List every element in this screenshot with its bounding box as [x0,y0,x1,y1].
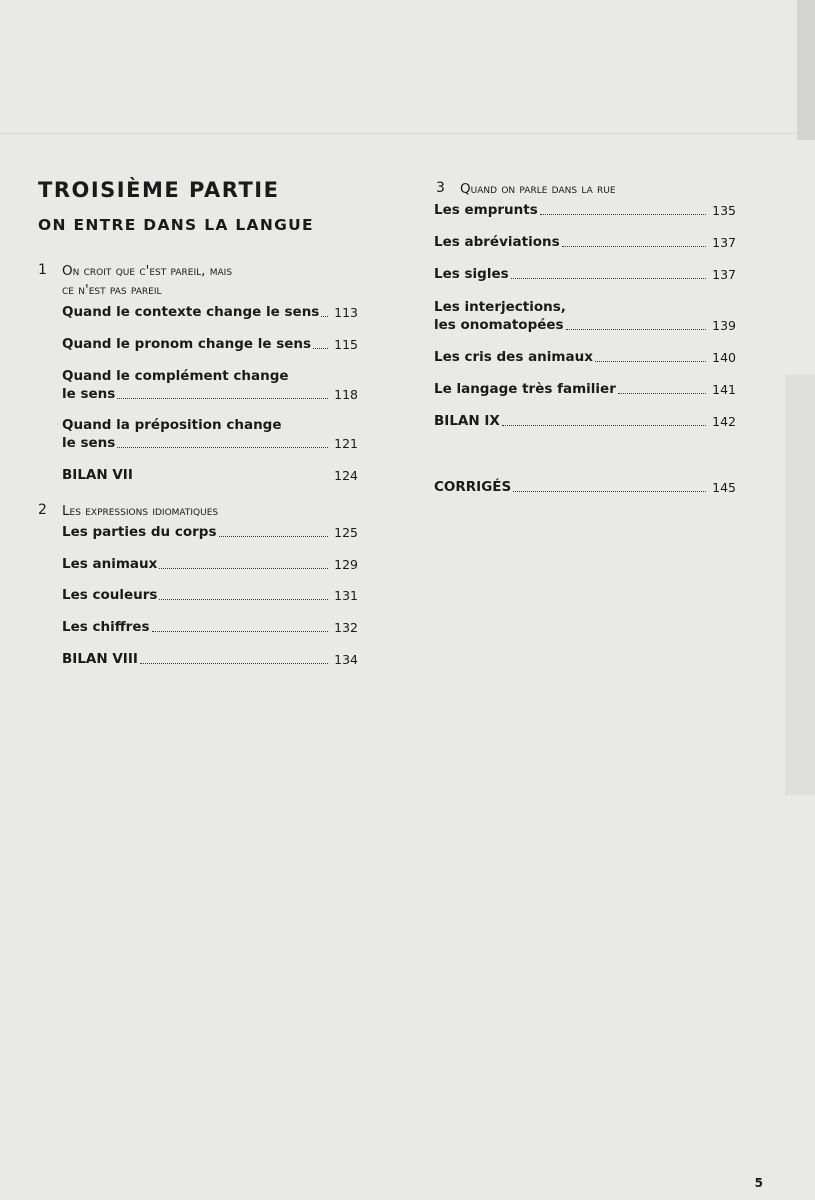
part-title: TROISIÈME PARTIE [38,178,280,202]
toc-entry[interactable] [62,435,358,452]
entry-page: 139 [712,318,736,333]
entry-label: les onomatopées [434,317,564,333]
entry-page: 142 [712,414,736,429]
leader-dots [321,316,328,317]
entry-label: Quand le pronom change le sens [62,336,312,352]
leader-dots [540,214,706,215]
leader-dots [140,663,328,664]
page-edge [785,375,815,795]
section-title: Quand on parle dans la rue [460,181,616,197]
leader-dots [117,447,328,448]
entry-label: Les emprunts [434,202,538,218]
entry-label-line: Quand la préposition change [62,417,282,433]
entry-page: 134 [334,652,358,667]
leader-dots [152,631,328,632]
entry-label: le sens [62,435,116,451]
page-edge [797,0,815,140]
entry-label: Les chiffres [62,619,150,635]
entry-label: Quand le contexte change le sens [62,304,320,320]
leader-dots [511,278,706,279]
entry-label: Les couleurs [62,587,158,603]
entry-page: 140 [712,350,736,365]
leader-dots [313,348,328,349]
leader-dots [513,491,706,492]
entry-label: CORRIGÉS [434,479,512,495]
leader-dots [566,329,706,330]
section-title: Les expressions idiomatiques [62,503,219,519]
entry-page: 124 [334,468,358,483]
entry-label: Les cris des animaux [434,349,593,365]
toc-entry[interactable] [434,202,736,219]
entry-label: le sens [62,386,116,402]
toc-entry-corriges[interactable] [434,479,736,496]
toc-entry[interactable] [62,524,358,541]
section-title-line: On croit que c'est pareil, mais [62,263,233,279]
entry-label: Les abréviations [434,234,560,250]
page-number: 5 [754,1176,763,1190]
section-number: 2 [38,502,47,518]
entry-page: 137 [712,267,736,282]
entry-page: 145 [712,480,736,495]
entry-label: BILAN VII [62,467,133,483]
part-subtitle: ON ENTRE DANS LA LANGUE [38,216,314,234]
toc-entry[interactable] [434,349,736,366]
leader-dots [117,398,328,399]
entry-page: 129 [334,557,358,572]
toc-entry[interactable] [62,587,358,604]
toc-entry[interactable] [62,467,358,484]
toc-entry[interactable] [62,336,358,353]
toc-entry[interactable] [434,317,736,334]
entry-label: Le langage très familier [434,381,616,397]
leader-dots [618,393,706,394]
leader-dots [562,246,706,247]
section-title-line: ce n'est pas pareil [62,282,162,298]
leader-dots [219,536,328,537]
entry-page: 118 [334,387,358,402]
entry-label-line: Les interjections, [434,299,566,315]
entry-label-line: Quand le complément change [62,368,289,384]
leader-dots [595,361,706,362]
toc-entry[interactable] [62,556,358,573]
entry-page: 141 [712,382,736,397]
section-title [62,262,232,300]
show-through-rule [0,133,815,134]
toc-entry[interactable] [62,304,358,321]
entry-page: 115 [334,337,358,352]
toc-entry[interactable] [434,234,736,251]
entry-page: 113 [334,305,358,320]
leader-dots [502,425,706,426]
leader-dots [159,568,328,569]
entry-page: 132 [334,620,358,635]
section-number: 1 [38,262,47,278]
entry-label: Les sigles [434,266,509,282]
toc-entry[interactable] [62,619,358,636]
toc-entry[interactable] [434,266,736,283]
entry-label: Les animaux [62,556,158,572]
entry-page: 137 [712,235,736,250]
entry-label: BILAN IX [434,413,500,429]
entry-page: 121 [334,436,358,451]
entry-page: 125 [334,525,358,540]
entry-page: 131 [334,588,358,603]
entry-label: BILAN VIII [62,651,138,667]
section-number: 3 [436,180,445,196]
entry-page: 135 [712,203,736,218]
toc-entry[interactable] [62,651,358,668]
entry-label: Les parties du corps [62,524,217,540]
leader-dots [159,599,328,600]
toc-entry[interactable] [434,413,736,430]
toc-entry[interactable] [434,381,736,398]
toc-entry[interactable] [62,386,358,403]
